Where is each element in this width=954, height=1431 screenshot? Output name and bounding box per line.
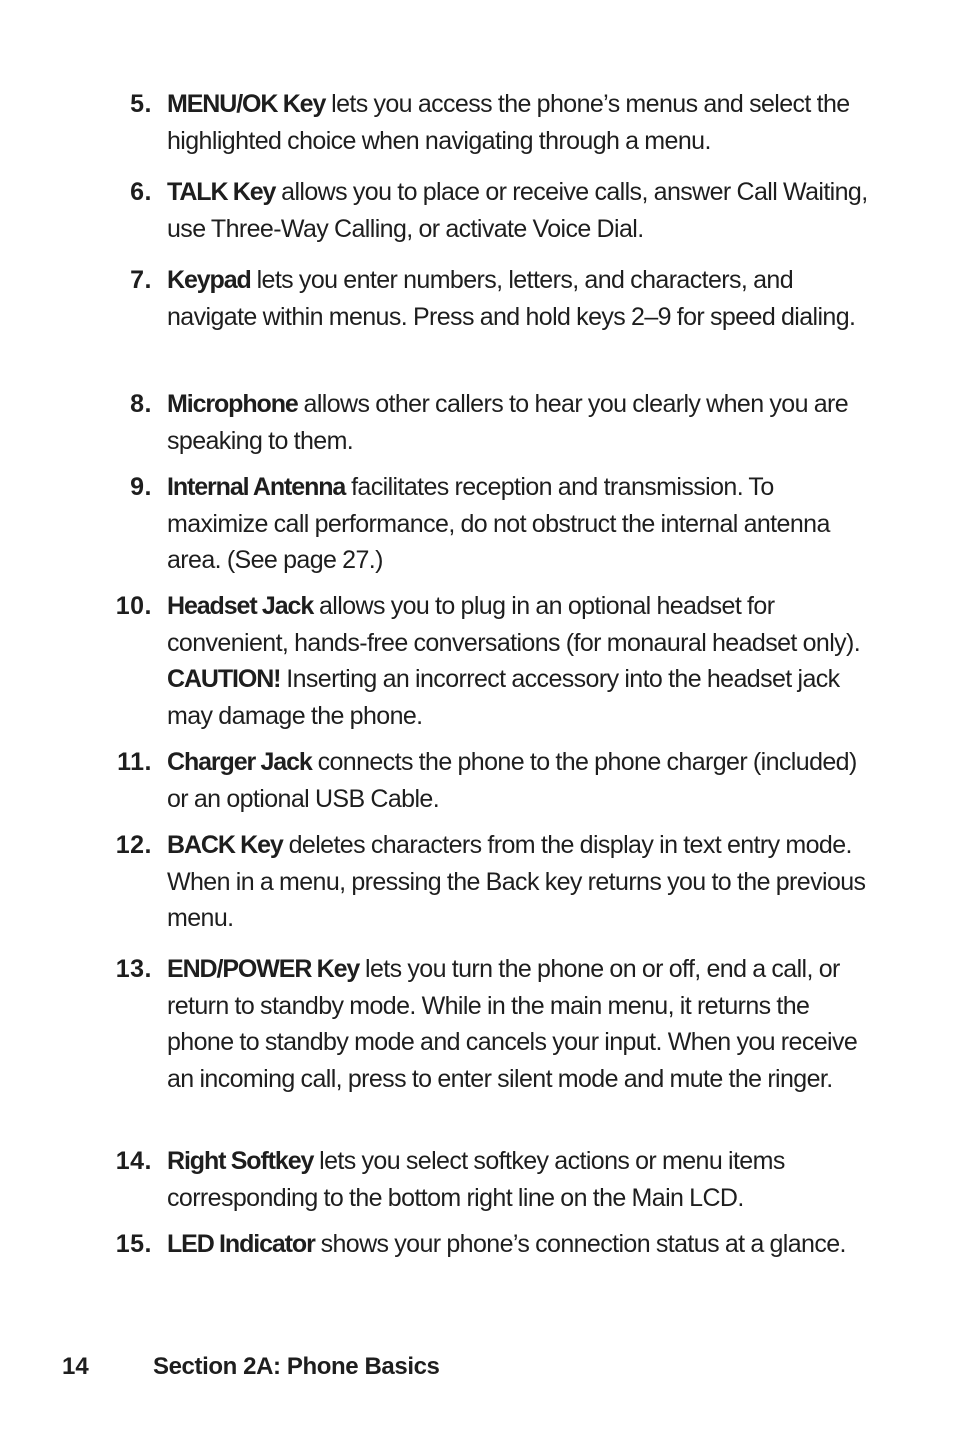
- item-description: allows other callers to hear you clearly when you are speaking to them.: [167, 390, 849, 455]
- item-description-continued: Inserting an incorrect accessory into the headset jack may damage the phone.: [167, 665, 840, 730]
- item-term: BACK Key: [167, 831, 283, 859]
- item-number: 8.: [130, 390, 152, 418]
- item-description: facilitates reception and transmission. To maximize call performance, do not obstruct the internal antenna area. (See page 27.): [167, 473, 830, 574]
- item-description: lets you access the phone’s menus and select the highlighted choice when navigating through a menu.: [167, 90, 850, 155]
- item-text: [167, 174, 869, 247]
- item-term: Right Softkey: [167, 1147, 314, 1175]
- item-number: 9.: [130, 473, 152, 501]
- item-number: 11.: [117, 748, 152, 776]
- item-term: Headset Jack: [167, 592, 314, 620]
- item-description: allows you to place or receive calls, answer Call Waiting, use Three-Way Calling, or activate Voice Dial.: [167, 178, 868, 243]
- item-text: [167, 86, 869, 159]
- page-footer: [0, 1347, 954, 1387]
- item-number: 7.: [130, 266, 152, 294]
- item-term: LED Indicator: [167, 1230, 315, 1258]
- item-number: 6.: [130, 178, 152, 206]
- item-number: 13.: [115, 955, 152, 983]
- item-number: 5.: [130, 90, 152, 118]
- item-number: 14.: [115, 1147, 152, 1175]
- item-text: [167, 262, 869, 335]
- item-number: 10.: [115, 592, 152, 620]
- item-term: Internal Antenna: [167, 473, 346, 501]
- item-text: [167, 827, 869, 937]
- item-text: [167, 951, 869, 1097]
- item-term: MENU/OK Key: [167, 90, 326, 118]
- item-description: deletes characters from the display in text entry mode. When in a menu, pressing the Back key returns you to the previous menu.: [167, 831, 866, 932]
- caution-label: CAUTION!: [167, 665, 281, 693]
- item-term: END/POWER Key: [167, 955, 360, 983]
- item-term: Charger Jack: [167, 748, 312, 776]
- item-number: 15.: [115, 1230, 152, 1258]
- page-number: 14: [62, 1353, 89, 1380]
- item-description: shows your phone’s connection status at a glance.: [314, 1230, 846, 1258]
- item-description: lets you select softkey actions or menu items corresponding to the bottom right line on the Main LCD.: [167, 1147, 785, 1212]
- item-description: connects the phone to the phone charger (included) or an optional USB Cable.: [167, 748, 857, 813]
- item-text: [167, 588, 869, 734]
- item-description: allows you to plug in an optional headset for convenient, hands-free conversations (for monaural headset only).: [167, 592, 861, 657]
- item-term: TALK Key: [167, 178, 276, 206]
- item-term: Keypad: [167, 266, 251, 294]
- item-text: [167, 469, 869, 579]
- section-title: Section 2A: Phone Basics: [153, 1353, 440, 1380]
- item-text: [167, 1143, 869, 1216]
- item-text: [167, 744, 869, 817]
- item-text: [167, 386, 869, 459]
- item-description: lets you turn the phone on or off, end a call, or return to standby mode. While in the main menu, it returns the phone to standby mode and cancels your input. When you receive an incoming call, press to enter silent mode and mute the ringer.: [167, 955, 858, 1093]
- item-description: lets you enter numbers, letters, and characters, and navigate within menus. Press and hold keys 2–9 for speed dialing.: [167, 266, 856, 331]
- item-text: [167, 1226, 869, 1263]
- item-number: 12.: [115, 831, 152, 859]
- item-term: Microphone: [167, 390, 298, 418]
